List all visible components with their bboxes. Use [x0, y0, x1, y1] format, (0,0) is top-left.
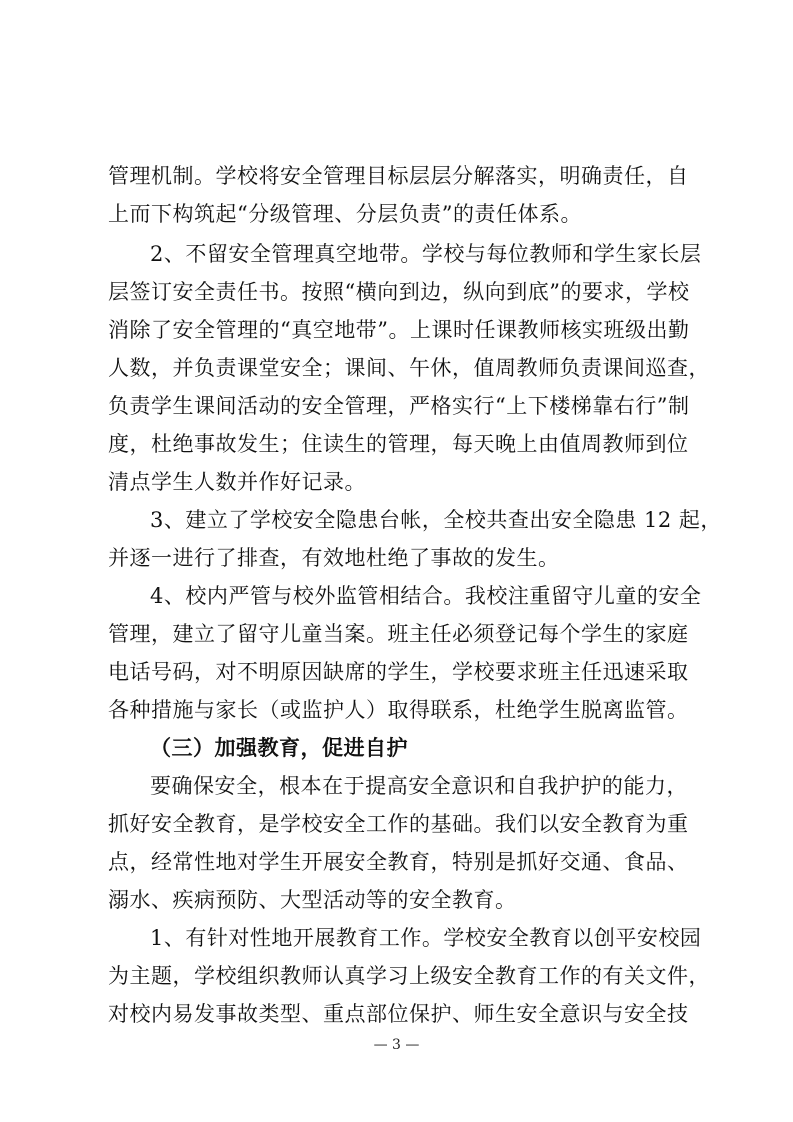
paragraph-line: 并逐一进行了排查，有效地杜绝了事故的发生。	[108, 546, 560, 570]
paragraph-line: 点，经常性地对学生开展安全教育，特别是抓好交通、食品、	[108, 850, 689, 874]
paragraph-line: 人数，并负责课堂安全；课间、午休，值周教师负责课间巡查，	[108, 356, 710, 380]
paragraph-line: 层签订安全责任书。按照“横向到边，纵向到底”的要求，学校	[108, 280, 690, 304]
paragraph-line: 为主题，学校组织教师认真学习上级安全教育工作的有关文件，	[108, 964, 710, 988]
paragraph-line: 清点学生人数并作好记录。	[108, 470, 366, 494]
paragraph-line: 上而下构筑起“分级管理、分层负责”的责任体系。	[108, 202, 582, 226]
paragraph-line: 对校内易发事故类型、重点部位保护、师生安全意识与安全技	[108, 1002, 689, 1026]
paragraph-line: 管理机制。学校将安全管理目标层层分解落实，明确责任，自	[108, 164, 689, 188]
paragraph-line: 电话号码，对不明原因缺席的学生，学校要求班主任迅速采取	[108, 660, 689, 684]
paragraph-line: 各种措施与家长（或监护人）取得联系，杜绝学生脱离监管。	[108, 698, 689, 722]
paragraph-line: 管理，建立了留守儿童当案。班主任必须登记每个学生的家庭	[108, 622, 689, 646]
paragraph-line: 3、建立了学校安全隐患台帐，全校共查出安全隐患 12 起，	[150, 508, 722, 532]
paragraph-line: 消除了安全管理的“真空地带”。上课时任课教师核实班级出勤	[108, 318, 690, 342]
paragraph-line: 2、不留安全管理真空地带。学校与每位教师和学生家长层	[150, 242, 702, 266]
paragraph-line: 度，杜绝事故发生；住读生的管理，每天晚上由值周教师到位	[108, 432, 689, 456]
paragraph-line: 负责学生课间活动的安全管理，严格实行“上下楼梯靠右行”制	[108, 394, 690, 418]
paragraph-line: 溺水、疾病预防、大型活动等的安全教育。	[108, 888, 517, 912]
section-heading: （三）加强教育，促进自护	[150, 735, 408, 760]
paragraph-line: 抓好安全教育，是学校安全工作的基础。我们以安全教育为重	[108, 812, 689, 836]
paragraph-line: 4、校内严管与校外监管相结合。我校注重留守儿童的安全	[150, 584, 702, 608]
page-number: — 3 —	[373, 1037, 420, 1053]
paragraph-line: 要确保安全，根本在于提高安全意识和自我护护的能力，	[150, 774, 688, 798]
paragraph-line: 1、有针对性地开展教育工作。学校安全教育以创平安校园	[150, 926, 702, 950]
